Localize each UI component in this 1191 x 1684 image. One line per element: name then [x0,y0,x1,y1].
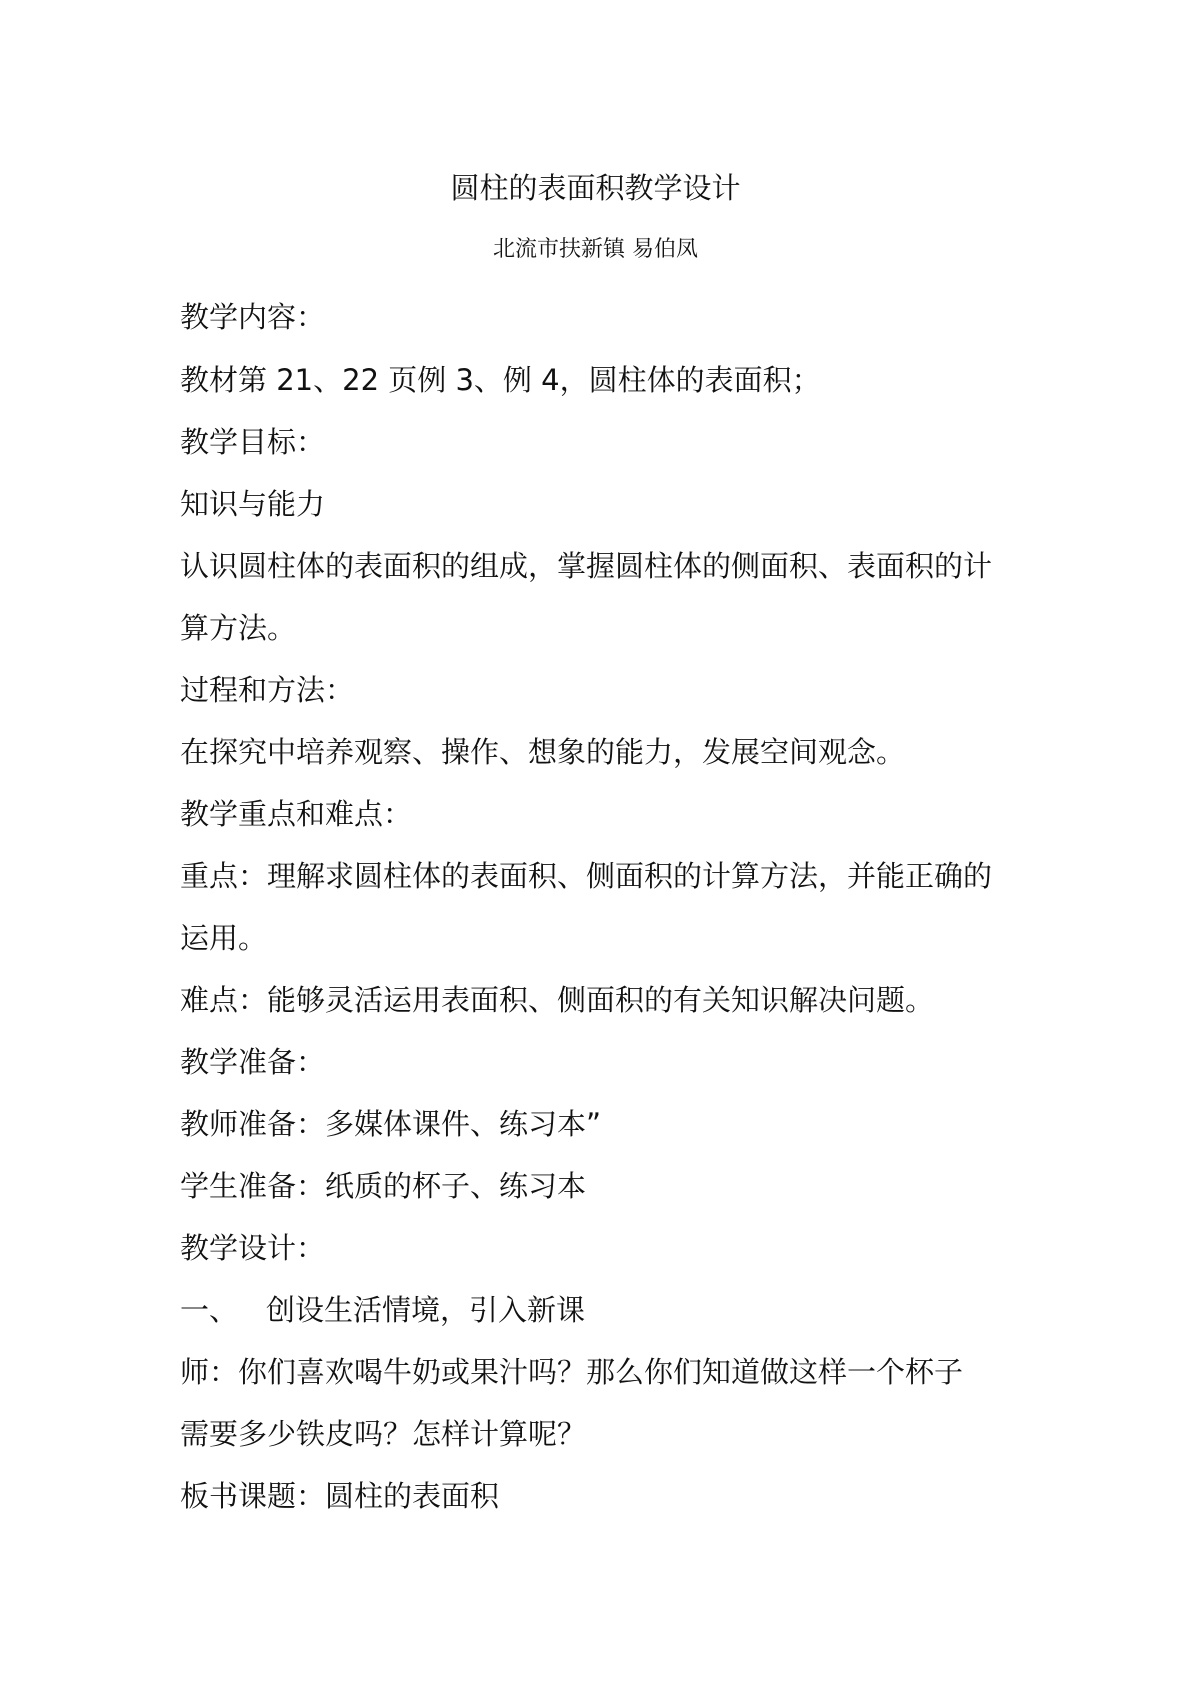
text-key-point-line-1: 重点：理解求圆柱体的表面积、侧面积的计算方法，并能正确的 [180,859,993,893]
text-process-method: 在探究中培养观察、操作、想象的能力，发展空间观念。 [180,735,906,769]
text-knowledge-line-2: 算方法。 [180,611,297,645]
document-title: 圆柱的表面积教学设计 [450,171,741,205]
text-student-preparation: 学生准备：纸质的杯子、练习本 [180,1169,587,1203]
section-number: 一、 [180,1293,239,1327]
heading-teaching-design: 教学设计： [180,1231,326,1265]
text-key-point-line-2: 运用。 [180,921,268,955]
heading-key-difficult-points: 教学重点和难点： [180,797,413,831]
text-board-topic: 板书课题：圆柱的表面积 [180,1479,500,1513]
text-teacher-question-line-1: 师：你们喜欢喝牛奶或果汁吗？那么你们知道做这样一个杯子 [180,1355,964,1389]
text-teacher-question-line-2: 需要多少铁皮吗？怎样计算呢？ [180,1417,587,1451]
heading-teaching-goals: 教学目标： [180,425,326,459]
text-textbook-pages: 教材第 21、22 页例 3、例 4，圆柱体的表面积； [180,363,821,397]
heading-teaching-content: 教学内容： [180,300,326,334]
subheading-knowledge-ability: 知识与能力 [180,487,326,521]
section-title: 创设生活情境，引入新课 [266,1293,586,1327]
heading-teaching-preparation: 教学准备： [180,1045,326,1079]
text-knowledge-line-1: 认识圆柱体的表面积的组成，掌握圆柱体的侧面积、表面积的计 [180,549,993,583]
text-teacher-preparation: 教师准备：多媒体课件、练习本” [180,1107,602,1141]
subheading-process-method: 过程和方法： [180,673,355,707]
section-one-heading [180,1290,1020,1330]
document-author: 北流市扶新镇 易伯凤 [493,237,698,262]
text-difficult-point: 难点：能够灵活运用表面积、侧面积的有关知识解决问题。 [180,983,935,1017]
